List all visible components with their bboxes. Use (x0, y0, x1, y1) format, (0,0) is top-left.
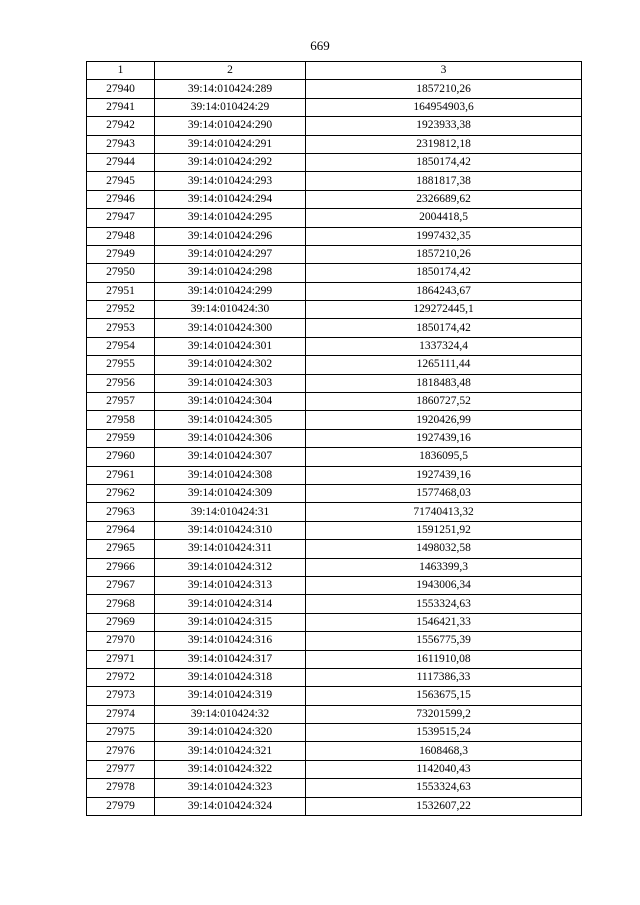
value-cell: 1265111,44 (306, 356, 582, 374)
value-cell: 1337324,4 (306, 337, 582, 355)
table-row (87, 282, 582, 300)
row-number-cell: 27947 (87, 209, 155, 227)
cadastral-number-cell: 39:14:010424:308 (155, 466, 306, 484)
row-number-cell: 27944 (87, 153, 155, 171)
row-number-cell: 27953 (87, 319, 155, 337)
table-row (87, 576, 582, 594)
column-header-1: 1 (87, 62, 155, 80)
value-cell: 129272445,1 (306, 301, 582, 319)
row-number-cell: 27949 (87, 245, 155, 263)
table-row (87, 540, 582, 558)
cadastral-number-cell: 39:14:010424:300 (155, 319, 306, 337)
table-row (87, 503, 582, 521)
table-body (87, 80, 582, 816)
cadastre-table (86, 61, 582, 816)
cadastral-number-cell: 39:14:010424:292 (155, 153, 306, 171)
value-cell: 1591251,92 (306, 521, 582, 539)
row-number-cell: 27943 (87, 135, 155, 153)
value-cell: 1857210,26 (306, 80, 582, 98)
header-row (87, 62, 582, 80)
cadastral-number-cell: 39:14:010424:29 (155, 98, 306, 116)
row-number-cell: 27954 (87, 337, 155, 355)
cadastral-number-cell: 39:14:010424:301 (155, 337, 306, 355)
table-row (87, 172, 582, 190)
row-number-cell: 27946 (87, 190, 155, 208)
table-row (87, 521, 582, 539)
row-number-cell: 27971 (87, 650, 155, 668)
column-header-3: 3 (306, 62, 582, 80)
value-cell: 1997432,35 (306, 227, 582, 245)
table-row (87, 264, 582, 282)
table-row (87, 319, 582, 337)
table-row (87, 374, 582, 392)
cadastral-number-cell: 39:14:010424:289 (155, 80, 306, 98)
row-number-cell: 27948 (87, 227, 155, 245)
row-number-cell: 27978 (87, 779, 155, 797)
value-cell: 1818483,48 (306, 374, 582, 392)
cadastral-number-cell: 39:14:010424:31 (155, 503, 306, 521)
value-cell: 1881817,38 (306, 172, 582, 190)
cadastral-number-cell: 39:14:010424:319 (155, 687, 306, 705)
table-row (87, 613, 582, 631)
cadastral-number-cell: 39:14:010424:290 (155, 117, 306, 135)
table-row (87, 632, 582, 650)
row-number-cell: 27950 (87, 264, 155, 282)
value-cell: 1463399,3 (306, 558, 582, 576)
table-row (87, 448, 582, 466)
cadastral-number-cell: 39:14:010424:317 (155, 650, 306, 668)
value-cell: 1943006,34 (306, 576, 582, 594)
row-number-cell: 27963 (87, 503, 155, 521)
cadastral-number-cell: 39:14:010424:310 (155, 521, 306, 539)
table-row (87, 705, 582, 723)
row-number-cell: 27962 (87, 484, 155, 502)
cadastral-number-cell: 39:14:010424:320 (155, 724, 306, 742)
table-row (87, 466, 582, 484)
table-row (87, 558, 582, 576)
row-number-cell: 27977 (87, 760, 155, 778)
cadastral-number-cell: 39:14:010424:324 (155, 797, 306, 815)
table-row (87, 153, 582, 171)
row-number-cell: 27979 (87, 797, 155, 815)
table-row (87, 760, 582, 778)
table-row (87, 668, 582, 686)
cadastral-number-cell: 39:14:010424:297 (155, 245, 306, 263)
table-row (87, 209, 582, 227)
value-cell: 71740413,32 (306, 503, 582, 521)
cadastral-number-cell: 39:14:010424:291 (155, 135, 306, 153)
value-cell: 1857210,26 (306, 245, 582, 263)
table-row (87, 595, 582, 613)
value-cell: 1927439,16 (306, 466, 582, 484)
value-cell: 1498032,58 (306, 540, 582, 558)
table-row (87, 356, 582, 374)
value-cell: 1532607,22 (306, 797, 582, 815)
value-cell: 1611910,08 (306, 650, 582, 668)
row-number-cell: 27969 (87, 613, 155, 631)
cadastral-number-cell: 39:14:010424:304 (155, 393, 306, 411)
table-row (87, 779, 582, 797)
page-number: 669 (310, 38, 330, 53)
table-row (87, 117, 582, 135)
cadastral-number-cell: 39:14:010424:298 (155, 264, 306, 282)
table-row (87, 98, 582, 116)
table-row (87, 687, 582, 705)
value-cell: 1850174,42 (306, 264, 582, 282)
cadastral-number-cell: 39:14:010424:30 (155, 301, 306, 319)
cadastral-number-cell: 39:14:010424:309 (155, 484, 306, 502)
value-cell: 1864243,67 (306, 282, 582, 300)
cadastral-number-cell: 39:14:010424:313 (155, 576, 306, 594)
row-number-cell: 27959 (87, 429, 155, 447)
table-row (87, 190, 582, 208)
value-cell: 1546421,33 (306, 613, 582, 631)
cadastral-number-cell: 39:14:010424:316 (155, 632, 306, 650)
row-number-cell: 27973 (87, 687, 155, 705)
value-cell: 1860727,52 (306, 393, 582, 411)
cadastral-number-cell: 39:14:010424:307 (155, 448, 306, 466)
cadastral-number-cell: 39:14:010424:322 (155, 760, 306, 778)
row-number-cell: 27972 (87, 668, 155, 686)
table-row (87, 724, 582, 742)
cadastral-number-cell: 39:14:010424:314 (155, 595, 306, 613)
row-number-cell: 27940 (87, 80, 155, 98)
row-number-cell: 27967 (87, 576, 155, 594)
value-cell: 1850174,42 (306, 153, 582, 171)
table-row (87, 301, 582, 319)
row-number-cell: 27951 (87, 282, 155, 300)
table-row (87, 227, 582, 245)
cadastral-number-cell: 39:14:010424:303 (155, 374, 306, 392)
cadastral-number-cell: 39:14:010424:294 (155, 190, 306, 208)
table-row (87, 429, 582, 447)
value-cell: 164954903,6 (306, 98, 582, 116)
value-cell: 1553324,63 (306, 779, 582, 797)
table-row (87, 245, 582, 263)
row-number-cell: 27965 (87, 540, 155, 558)
value-cell: 2004418,5 (306, 209, 582, 227)
cadastral-number-cell: 39:14:010424:306 (155, 429, 306, 447)
cadastral-number-cell: 39:14:010424:295 (155, 209, 306, 227)
table-row (87, 411, 582, 429)
value-cell: 1577468,03 (306, 484, 582, 502)
value-cell: 73201599,2 (306, 705, 582, 723)
row-number-cell: 27952 (87, 301, 155, 319)
value-cell: 1836095,5 (306, 448, 582, 466)
row-number-cell: 27960 (87, 448, 155, 466)
table-row (87, 484, 582, 502)
value-cell: 1117386,33 (306, 668, 582, 686)
cadastral-number-cell: 39:14:010424:318 (155, 668, 306, 686)
cadastral-number-cell: 39:14:010424:315 (155, 613, 306, 631)
row-number-cell: 27942 (87, 117, 155, 135)
row-number-cell: 27958 (87, 411, 155, 429)
cadastral-number-cell: 39:14:010424:293 (155, 172, 306, 190)
row-number-cell: 27976 (87, 742, 155, 760)
row-number-cell: 27941 (87, 98, 155, 116)
row-number-cell: 27975 (87, 724, 155, 742)
value-cell: 1556775,39 (306, 632, 582, 650)
row-number-cell: 27945 (87, 172, 155, 190)
cadastral-number-cell: 39:14:010424:299 (155, 282, 306, 300)
value-cell: 1920426,99 (306, 411, 582, 429)
row-number-cell: 27961 (87, 466, 155, 484)
row-number-cell: 27957 (87, 393, 155, 411)
value-cell: 1142040,43 (306, 760, 582, 778)
row-number-cell: 27966 (87, 558, 155, 576)
cadastral-number-cell: 39:14:010424:311 (155, 540, 306, 558)
value-cell: 1608468,3 (306, 742, 582, 760)
value-cell: 1850174,42 (306, 319, 582, 337)
cadastral-number-cell: 39:14:010424:321 (155, 742, 306, 760)
cadastral-number-cell: 39:14:010424:305 (155, 411, 306, 429)
table-row (87, 80, 582, 98)
value-cell: 1563675,15 (306, 687, 582, 705)
value-cell: 1553324,63 (306, 595, 582, 613)
row-number-cell: 27964 (87, 521, 155, 539)
cadastral-number-cell: 39:14:010424:302 (155, 356, 306, 374)
cadastral-number-cell: 39:14:010424:296 (155, 227, 306, 245)
value-cell: 2326689,62 (306, 190, 582, 208)
table-row (87, 337, 582, 355)
cadastral-number-cell: 39:14:010424:323 (155, 779, 306, 797)
value-cell: 1539515,24 (306, 724, 582, 742)
row-number-cell: 27970 (87, 632, 155, 650)
table-row (87, 393, 582, 411)
column-header-2: 2 (155, 62, 306, 80)
row-number-cell: 27968 (87, 595, 155, 613)
table-row (87, 742, 582, 760)
value-cell: 1927439,16 (306, 429, 582, 447)
cadastral-number-cell: 39:14:010424:312 (155, 558, 306, 576)
table-row (87, 797, 582, 815)
row-number-cell: 27955 (87, 356, 155, 374)
table-row (87, 650, 582, 668)
value-cell: 1923933,38 (306, 117, 582, 135)
row-number-cell: 27974 (87, 705, 155, 723)
row-number-cell: 27956 (87, 374, 155, 392)
value-cell: 2319812,18 (306, 135, 582, 153)
table-row (87, 135, 582, 153)
cadastral-number-cell: 39:14:010424:32 (155, 705, 306, 723)
